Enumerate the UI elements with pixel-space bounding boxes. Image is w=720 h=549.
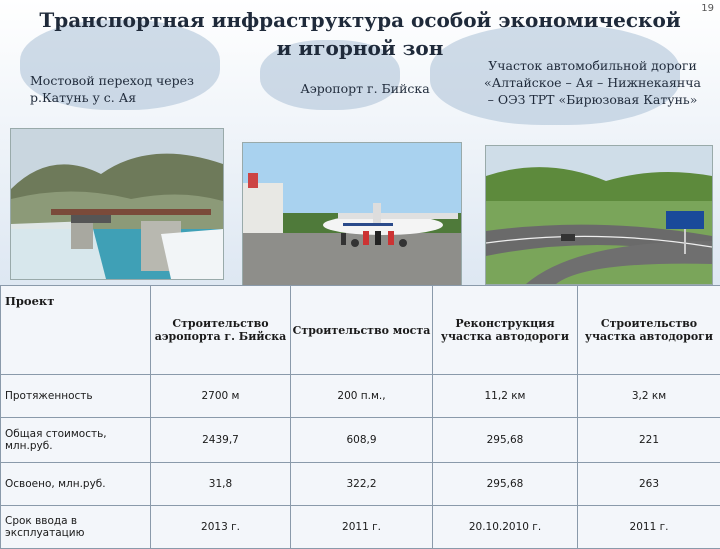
table-cell: 322,2 — [291, 463, 433, 506]
table-row — [1, 463, 720, 506]
road-photo — [485, 145, 713, 285]
row-label: Освоено, млн.руб. — [1, 463, 151, 506]
slide-title: Транспортная инфраструктура особой экономической и игорной зон — [30, 6, 690, 62]
row-label: Срок ввода в эксплуатацию — [1, 506, 151, 549]
table-cell: 31,8 — [151, 463, 291, 506]
table-row — [1, 375, 720, 418]
table-cell: 263 — [578, 463, 720, 506]
caption-airport: Аэропорт г. Бийска — [295, 80, 435, 97]
table-header-row — [1, 286, 720, 375]
bridge-photo — [10, 128, 224, 280]
row-label: Общая стоимость, млн.руб. — [1, 418, 151, 463]
header-project: Проект — [1, 286, 151, 375]
table-cell: 221 — [578, 418, 720, 463]
header-road-reconstruction: Реконструкция участка автодороги — [433, 286, 578, 375]
table-row — [1, 418, 720, 463]
table-cell: 2011 г. — [291, 506, 433, 549]
table-cell: 11,2 км — [433, 375, 578, 418]
table-row — [1, 506, 720, 549]
table-cell: 608,9 — [291, 418, 433, 463]
table-cell: 295,68 — [433, 418, 578, 463]
table-cell: 2013 г. — [151, 506, 291, 549]
header-road-construction: Строительство участка автодороги — [578, 286, 720, 375]
table-cell: 2011 г. — [578, 506, 720, 549]
table-cell: 20.10.2010 г. — [433, 506, 578, 549]
projects-table — [0, 285, 720, 549]
table-cell: 200 п.м., — [291, 375, 433, 418]
row-label: Протяженность — [1, 375, 151, 418]
table-cell: 2700 м — [151, 375, 291, 418]
table-cell: 3,2 км — [578, 375, 720, 418]
airport-photo — [242, 142, 462, 289]
page-number: 19 — [701, 3, 714, 14]
caption-road: Участок автомобильной дороги «Алтайское – Ая – Нижнекаянча – ОЭЗ ТРТ «Бирюзовая Катунь» — [480, 57, 705, 108]
caption-bridge: Мостовой переход через р.Катунь у с. Ая — [30, 72, 200, 106]
table-cell: 295,68 — [433, 463, 578, 506]
table-cell: 2439,7 — [151, 418, 291, 463]
header-bridge: Строительство моста — [291, 286, 433, 375]
header-airport: Строительство аэропорта г. Бийска — [151, 286, 291, 375]
